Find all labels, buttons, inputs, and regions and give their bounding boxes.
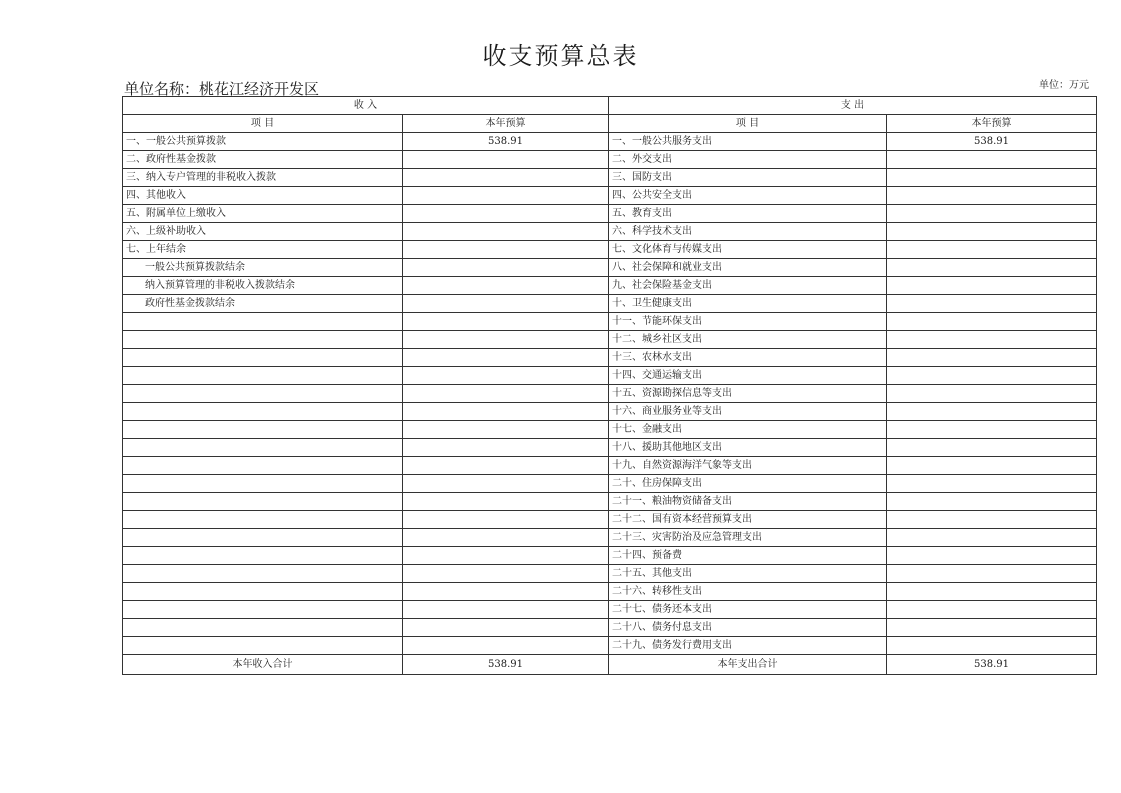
expense-value-cell <box>887 169 1097 187</box>
expense-item-cell: 七、文化体育与传媒支出 <box>609 241 887 259</box>
expense-value-cell <box>887 493 1097 511</box>
income-item-cell <box>123 421 403 439</box>
expense-item-cell: 九、社会保险基金支出 <box>609 277 887 295</box>
table-row <box>123 349 1097 367</box>
income-value-cell <box>403 457 609 475</box>
income-total-value: 538.91 <box>403 655 609 675</box>
income-item-cell <box>123 457 403 475</box>
income-item-cell: 政府性基金拨款结余 <box>123 295 403 313</box>
expense-item-cell: 十八、援助其他地区支出 <box>609 439 887 457</box>
expense-item-cell: 二十七、债务还本支出 <box>609 601 887 619</box>
expense-value-cell: 538.91 <box>887 133 1097 151</box>
expense-value-cell <box>887 619 1097 637</box>
table-row <box>123 637 1097 655</box>
income-total-label: 本年收入合计 <box>123 655 403 675</box>
table-row <box>123 331 1097 349</box>
expense-value-cell <box>887 565 1097 583</box>
table-row <box>123 151 1097 169</box>
income-value-cell <box>403 313 609 331</box>
income-value-cell <box>403 349 609 367</box>
table-row <box>123 241 1097 259</box>
income-budget-header: 本年预算 <box>403 115 609 133</box>
income-value-cell <box>403 565 609 583</box>
expense-value-cell <box>887 331 1097 349</box>
expense-item-cell: 二十九、债务发行费用支出 <box>609 637 887 655</box>
table-row <box>123 295 1097 313</box>
income-value-cell <box>403 223 609 241</box>
expense-header: 支 出 <box>609 97 1097 115</box>
budget-table-body <box>123 97 1097 675</box>
expense-item-cell: 二十二、国有资本经营预算支出 <box>609 511 887 529</box>
unit-label: 单位：万元 <box>1039 80 1089 91</box>
table-row <box>123 403 1097 421</box>
income-value-cell: 538.91 <box>403 133 609 151</box>
income-value-cell <box>403 385 609 403</box>
income-value-cell <box>403 439 609 457</box>
income-value-cell <box>403 403 609 421</box>
expense-value-cell <box>887 367 1097 385</box>
expense-value-cell <box>887 511 1097 529</box>
expense-item-cell: 六、科学技术支出 <box>609 223 887 241</box>
expense-value-cell <box>887 637 1097 655</box>
income-item-cell <box>123 511 403 529</box>
expense-item-cell: 二十三、灾害防治及应急管理支出 <box>609 529 887 547</box>
expense-item-cell: 三、国防支出 <box>609 169 887 187</box>
income-value-cell <box>403 529 609 547</box>
income-value-cell <box>403 259 609 277</box>
budget-table <box>122 96 1097 675</box>
expense-item-header: 项 目 <box>609 115 887 133</box>
unit-name: 单位名称：桃花江经济开发区 <box>124 80 320 98</box>
expense-item-cell: 二十六、转移性支出 <box>609 583 887 601</box>
expense-item-cell: 一、一般公共服务支出 <box>609 133 887 151</box>
page-title: 收支预算总表 <box>482 42 639 70</box>
column-header-row <box>123 115 1097 133</box>
section-header-row <box>123 97 1097 115</box>
table-row <box>123 493 1097 511</box>
expense-item-cell: 十九、自然资源海洋气象等支出 <box>609 457 887 475</box>
income-value-cell <box>403 637 609 655</box>
income-item-cell: 七、上年结余 <box>123 241 403 259</box>
expense-item-cell: 二、外交支出 <box>609 151 887 169</box>
expense-value-cell <box>887 529 1097 547</box>
income-item-cell: 二、政府性基金拨款 <box>123 151 403 169</box>
table-row <box>123 439 1097 457</box>
table-row <box>123 547 1097 565</box>
expense-item-cell: 十六、商业服务业等支出 <box>609 403 887 421</box>
income-value-cell <box>403 295 609 313</box>
income-item-cell <box>123 529 403 547</box>
income-item-cell <box>123 475 403 493</box>
income-item-cell <box>123 331 403 349</box>
income-item-cell <box>123 565 403 583</box>
income-item-cell <box>123 583 403 601</box>
table-row <box>123 205 1097 223</box>
income-item-cell <box>123 385 403 403</box>
expense-value-cell <box>887 475 1097 493</box>
expense-item-cell: 二十五、其他支出 <box>609 565 887 583</box>
income-item-cell <box>123 601 403 619</box>
table-row <box>123 601 1097 619</box>
expense-item-cell: 十一、节能环保支出 <box>609 313 887 331</box>
expense-value-cell <box>887 349 1097 367</box>
expense-value-cell <box>887 457 1097 475</box>
income-item-cell: 四、其他收入 <box>123 187 403 205</box>
expense-value-cell <box>887 385 1097 403</box>
expense-value-cell <box>887 223 1097 241</box>
income-item-cell <box>123 637 403 655</box>
income-item-cell <box>123 439 403 457</box>
income-item-cell: 五、附属单位上缴收入 <box>123 205 403 223</box>
table-row <box>123 259 1097 277</box>
expense-item-cell: 二十一、粮油物资储备支出 <box>609 493 887 511</box>
table-row <box>123 619 1097 637</box>
expense-item-cell: 十三、农林水支出 <box>609 349 887 367</box>
expense-total-value: 538.91 <box>887 655 1097 675</box>
expense-item-cell: 十七、金融支出 <box>609 421 887 439</box>
expense-value-cell <box>887 241 1097 259</box>
table-row <box>123 277 1097 295</box>
table-row <box>123 511 1097 529</box>
income-value-cell <box>403 277 609 295</box>
income-value-cell <box>403 151 609 169</box>
expense-value-cell <box>887 421 1097 439</box>
table-row <box>123 583 1097 601</box>
income-header: 收 入 <box>123 97 609 115</box>
table-row <box>123 133 1097 151</box>
expense-budget-header: 本年预算 <box>887 115 1097 133</box>
income-item-cell: 一般公共预算拨款结余 <box>123 259 403 277</box>
expense-item-cell: 十二、城乡社区支出 <box>609 331 887 349</box>
income-value-cell <box>403 331 609 349</box>
income-value-cell <box>403 619 609 637</box>
expense-item-cell: 二十八、债务付息支出 <box>609 619 887 637</box>
expense-value-cell <box>887 205 1097 223</box>
income-item-cell <box>123 493 403 511</box>
expense-item-cell: 五、教育支出 <box>609 205 887 223</box>
income-value-cell <box>403 187 609 205</box>
table-row <box>123 169 1097 187</box>
table-row <box>123 457 1097 475</box>
income-value-cell <box>403 421 609 439</box>
income-value-cell <box>403 475 609 493</box>
expense-item-cell: 十、卫生健康支出 <box>609 295 887 313</box>
income-value-cell <box>403 241 609 259</box>
income-value-cell <box>403 367 609 385</box>
expense-total-label: 本年支出合计 <box>609 655 887 675</box>
table-row <box>123 187 1097 205</box>
income-item-cell <box>123 313 403 331</box>
income-value-cell <box>403 205 609 223</box>
income-value-cell <box>403 601 609 619</box>
table-row <box>123 367 1097 385</box>
table-row <box>123 223 1097 241</box>
expense-value-cell <box>887 187 1097 205</box>
table-row <box>123 421 1097 439</box>
expense-item-cell: 十五、资源勘探信息等支出 <box>609 385 887 403</box>
expense-item-cell: 十四、交通运输支出 <box>609 367 887 385</box>
income-item-cell: 纳入预算管理的非税收入拨款结余 <box>123 277 403 295</box>
income-value-cell <box>403 547 609 565</box>
income-item-header: 项 目 <box>123 115 403 133</box>
expense-value-cell <box>887 277 1097 295</box>
expense-value-cell <box>887 295 1097 313</box>
income-item-cell <box>123 547 403 565</box>
expense-item-cell: 四、公共安全支出 <box>609 187 887 205</box>
expense-value-cell <box>887 601 1097 619</box>
table-row <box>123 313 1097 331</box>
expense-item-cell: 八、社会保障和就业支出 <box>609 259 887 277</box>
income-item-cell: 三、纳入专户管理的非税收入拨款 <box>123 169 403 187</box>
expense-value-cell <box>887 439 1097 457</box>
income-value-cell <box>403 583 609 601</box>
income-item-cell: 一、一般公共预算拨款 <box>123 133 403 151</box>
income-item-cell: 六、上级补助收入 <box>123 223 403 241</box>
expense-value-cell <box>887 151 1097 169</box>
table-row <box>123 565 1097 583</box>
income-item-cell <box>123 349 403 367</box>
income-item-cell <box>123 403 403 421</box>
expense-item-cell: 二十四、预备费 <box>609 547 887 565</box>
expense-value-cell <box>887 547 1097 565</box>
expense-value-cell <box>887 313 1097 331</box>
total-row <box>123 655 1097 675</box>
table-row <box>123 475 1097 493</box>
expense-value-cell <box>887 583 1097 601</box>
income-value-cell <box>403 169 609 187</box>
expense-value-cell <box>887 259 1097 277</box>
expense-item-cell: 二十、住房保障支出 <box>609 475 887 493</box>
income-item-cell <box>123 367 403 385</box>
table-row <box>123 385 1097 403</box>
income-value-cell <box>403 493 609 511</box>
income-value-cell <box>403 511 609 529</box>
table-row <box>123 529 1097 547</box>
income-item-cell <box>123 619 403 637</box>
expense-value-cell <box>887 403 1097 421</box>
